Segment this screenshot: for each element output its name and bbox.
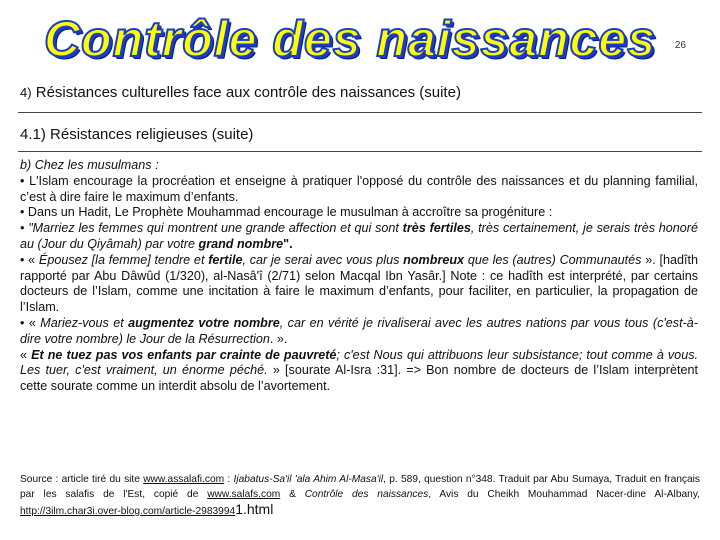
p6-text-d: » [sourate Al-Isra :31]. => Bon nombre de docteurs de l’Islam interprètent cette sourate comme un interdit absolu de l’avortement. xyxy=(20,363,698,394)
divider-top xyxy=(18,112,702,113)
link-over-blog-suffix: 1.html xyxy=(235,501,274,517)
p5-text-d: , car en vérité je rivaliserai avec les autres nations par vous tous (c'est-à-dire votre nombre) le Jour de la Résurrection xyxy=(20,315,698,346)
p4-text-d: , car je serai avec vous plus xyxy=(242,252,404,267)
section-heading-text: Résistances culturelles face aux contrôle des naissances (suite) xyxy=(31,84,461,101)
p3-text-a: • "Marriez les femmes qui montrent une grande affection et qui sont xyxy=(20,221,403,236)
p3-bold-number: grand nombre xyxy=(198,236,284,251)
p6-text-c: ; c'est Nous qui attribuons leur subsistance; tout comme à vous. Les tuer, c'est vraiment, un énorme péché. xyxy=(20,347,698,378)
source-book-title: Ijabatus-Sa'il 'ala Ahim Al-Masa'il xyxy=(233,474,384,485)
section-heading xyxy=(20,84,461,101)
p1-text: • L'Islam encourage la procréation et enseigne à pratiquer l'opposé du contrôle des naissances et du planning familial xyxy=(20,173,695,188)
paragraph-5 xyxy=(20,316,698,348)
source-text-2: : xyxy=(224,474,234,485)
paragraph-1 xyxy=(20,174,698,206)
source-note xyxy=(20,472,700,519)
p1-text-end: , c’est à dire faire le maximum d’enfants. xyxy=(20,173,698,204)
source-text-7: , Avis du Cheikh Mouhammad Nacer-dine Al-Albany, xyxy=(428,489,700,500)
paragraph-intro xyxy=(20,158,698,174)
link-over-blog[interactable]: http://3ilm.char3i.over-blog.com/article-2983994 xyxy=(20,506,236,517)
p6-text-a: « xyxy=(20,347,32,362)
paragraph-2 xyxy=(20,205,698,221)
p4-bold-fertile: fertile xyxy=(208,252,243,267)
p6-bold-verse: Et ne tuez pas vos enfants par crainte de pauvreté xyxy=(31,347,337,362)
subsection-heading: 4.1) Résistances religieuses (suite) xyxy=(20,126,254,143)
p3-text-c: , très certainement, je serais très honoré au (Jour du Qiyâmah) par votre xyxy=(20,221,699,251)
p4-text-b: Épousez [la femme] tendre et xyxy=(38,252,209,267)
p5-text-b: Mariez-vous et xyxy=(40,315,129,330)
p5-text-e: . ». xyxy=(269,331,288,346)
p4-text-g: ». [hadîth rapporté par Abu Dâwûd (1/320), al-Nasâ'î (2/71) selon Macqal Ibn Yasâr.] Note : ce hadîth est interprété, par certains docteurs de l’Islam, comme une incitation à faire le maximum d’enfants, pour faciliter, en particulier, la propagation de l’Islam. xyxy=(20,252,698,315)
source-article-title: Contrôle des naissances xyxy=(304,489,429,500)
slide-title-banner xyxy=(43,8,657,70)
source-text-1: Source : article tiré du site xyxy=(20,474,144,485)
p4-text-a: • « xyxy=(20,252,39,267)
p5-bold-increase: augmentez votre nombre xyxy=(128,315,280,330)
intro-text: b) Chez les musulmans : xyxy=(20,158,159,172)
body-text xyxy=(20,158,698,395)
p5-text-a: • « xyxy=(20,315,41,330)
p4-text-f: que les (autres) Communautés xyxy=(464,252,642,267)
source-text-5: & xyxy=(280,489,305,500)
link-assalafi[interactable]: www.assalafi.com xyxy=(143,474,225,485)
page-number: 26 xyxy=(674,40,686,51)
p3-text-e: ". xyxy=(283,236,293,251)
slide-title: Contrôle des naissances xyxy=(43,11,657,67)
divider-bottom xyxy=(18,151,702,152)
p2-text: • Dans un Hadit, Le Prophète Mouhammad encourage le musulman à accroître sa progéniture : xyxy=(20,205,553,220)
p3-bold-fertile: très fertiles xyxy=(402,221,471,236)
section-number: 4) xyxy=(20,85,32,100)
source-text-4: , p. 589, question n°348. Traduit par Abu Sumaya, Traduit en français par les salafis de l'Est, copié de xyxy=(20,474,701,500)
link-salafs[interactable]: www.salafs.com xyxy=(207,489,281,500)
p4-bold-numerous: nombreux xyxy=(403,252,465,267)
paragraph-4 xyxy=(20,253,698,316)
paragraph-3 xyxy=(20,221,698,253)
paragraph-6 xyxy=(20,348,698,395)
